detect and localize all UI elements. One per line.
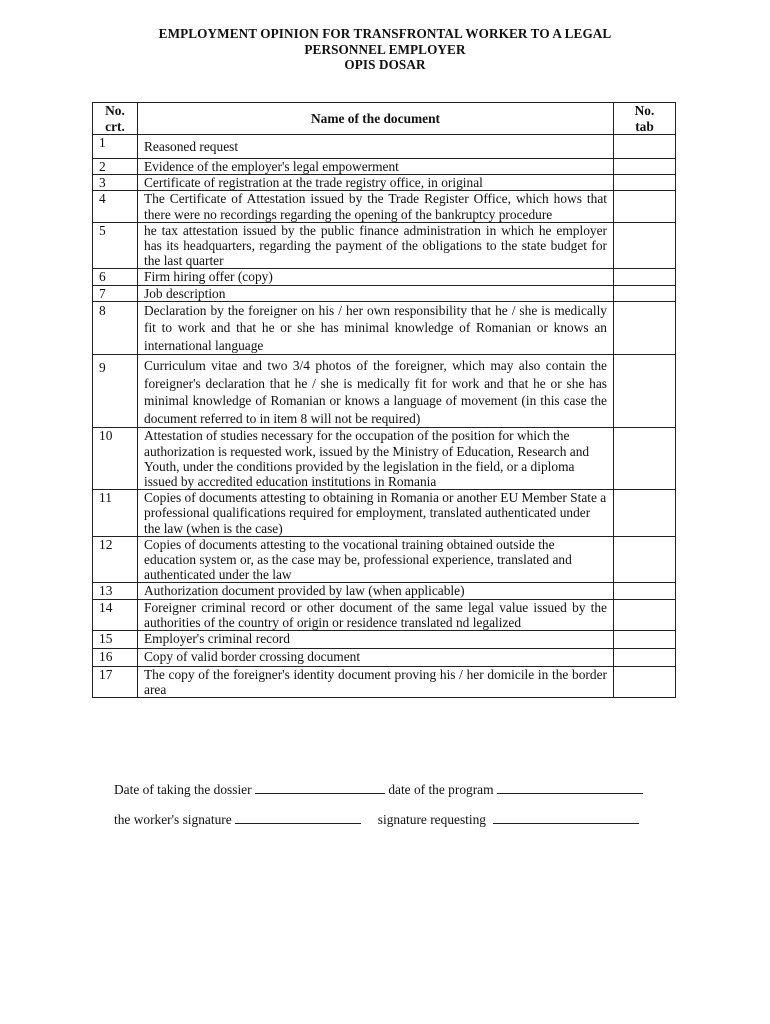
row-number: 9 — [93, 355, 138, 428]
tab-number-cell — [614, 301, 676, 355]
table-row — [93, 666, 676, 697]
tab-number-cell — [614, 599, 676, 630]
row-number: 2 — [93, 159, 138, 175]
table-row — [93, 648, 676, 666]
table-header-row — [93, 103, 676, 135]
signature-requesting-blank[interactable] — [493, 812, 639, 824]
row-number: 1 — [93, 135, 138, 159]
header-no-tab: No. tab — [614, 103, 676, 135]
tab-number-cell — [614, 630, 676, 648]
row-number: 5 — [93, 222, 138, 269]
document-name: Firm hiring offer (copy) — [138, 269, 614, 285]
document-name: Copies of documents attesting to obtaining in Romania or another EU Member State a professional qualifications required for employment, translated authenticated under the law (when is the case) — [138, 490, 614, 537]
document-name: The copy of the foreigner's identity document proving his / her domicile in the border area — [138, 666, 614, 697]
table-row — [93, 222, 676, 269]
tab-number-cell — [614, 175, 676, 191]
tab-number-cell — [614, 159, 676, 175]
row-number: 17 — [93, 666, 138, 697]
document-name: Employer's criminal record — [138, 630, 614, 648]
tab-number-cell — [614, 355, 676, 428]
table-row — [93, 135, 676, 159]
tab-number-cell — [614, 666, 676, 697]
tab-number-cell — [614, 191, 676, 222]
table-row — [93, 301, 676, 355]
title-line-2: PERSONNEL EMPLOYER — [304, 41, 466, 57]
tab-number-cell — [614, 648, 676, 666]
signature-requesting-label: signature requesting — [377, 812, 487, 827]
document-name: he tax attestation issued by the public finance administration in which he employer has its headquarters, regarding the payment of the obligations to the state budget for the last quarter — [138, 222, 614, 269]
row-number: 3 — [93, 175, 138, 191]
table-row — [93, 599, 676, 630]
table-row — [93, 285, 676, 301]
table-row — [93, 630, 676, 648]
document-name: The Certificate of Attestation issued by the Trade Register Office, which hows that there were no recordings regarding the opening of the bankruptcy procedure — [138, 191, 614, 222]
document-name: Reasoned request — [138, 135, 614, 159]
worker-signature-blank[interactable] — [235, 812, 361, 824]
tab-number-cell — [614, 583, 676, 599]
header-document-name: Name of the document — [138, 103, 614, 135]
date-taking-label: Date of taking the dossier — [114, 782, 252, 797]
dossier-date-line — [114, 782, 643, 798]
date-program-label: date of the program — [388, 782, 494, 797]
tab-number-cell — [614, 269, 676, 285]
date-taking-blank[interactable] — [255, 782, 385, 794]
title-line-1: EMPLOYMENT OPINION FOR TRANSFRONTAL WORKER TO A LEGAL — [158, 26, 612, 41]
table-row — [93, 175, 676, 191]
row-number: 16 — [93, 648, 138, 666]
tab-number-cell — [614, 285, 676, 301]
row-number: 4 — [93, 191, 138, 222]
table-row — [93, 159, 676, 175]
tab-number-cell — [614, 428, 676, 490]
document-name: Attestation of studies necessary for the occupation of the position for which the authorization is requested work, issued by the Ministry of Education, Research and Youth, under the conditions provided by the legislation in the field, or a diploma issued by accredited education institutions in Romania — [138, 428, 614, 490]
title-line-3: OPIS DOSAR — [344, 57, 426, 72]
row-number: 14 — [93, 599, 138, 630]
tab-number-cell — [614, 222, 676, 269]
tab-number-cell — [614, 536, 676, 583]
row-number: 8 — [93, 301, 138, 355]
date-program-blank[interactable] — [497, 782, 643, 794]
worker-signature-label: the worker's signature — [114, 812, 232, 827]
document-name: Certificate of registration at the trade registry office, in original — [138, 175, 614, 191]
document-name: Foreigner criminal record or other document of the same legal value issued by the authorities of the country of origin or residence translated nd legalized — [138, 599, 614, 630]
row-number: 7 — [93, 285, 138, 301]
row-number: 11 — [93, 490, 138, 537]
table-row — [93, 583, 676, 599]
document-name: Copies of documents attesting to the vocational training obtained outside the education system or, as the case may be, professional experience, translated and authenticated under the law — [138, 536, 614, 583]
document-name: Copy of valid border crossing document — [138, 648, 614, 666]
header-no-crt: No. crt. — [93, 103, 138, 135]
table-row — [93, 490, 676, 537]
row-number: 12 — [93, 536, 138, 583]
document-name: Job description — [138, 285, 614, 301]
document-name: Declaration by the foreigner on his / her own responsibility that he / she is medically fit to work and that he or she has minimal knowledge of Romanian or knows an international language — [138, 301, 614, 355]
table-row — [93, 428, 676, 490]
document-name: Evidence of the employer's legal empowerment — [138, 159, 614, 175]
row-number: 6 — [93, 269, 138, 285]
table-row — [93, 269, 676, 285]
row-number: 13 — [93, 583, 138, 599]
documents-table — [92, 102, 676, 698]
tab-number-cell — [614, 135, 676, 159]
tab-number-cell — [614, 490, 676, 537]
table-row — [93, 536, 676, 583]
table-row — [93, 191, 676, 222]
row-number: 15 — [93, 630, 138, 648]
table-row — [93, 355, 676, 428]
document-title — [0, 26, 770, 73]
signature-line — [114, 812, 639, 828]
document-name: Curriculum vitae and two 3/4 photos of the foreigner, which may also contain the foreigner's declaration that he / she is medically fit for work and that he or she has minimal knowledge of Romanian or knows a language of movement (in this case the document referred to in item 8 will not be required) — [138, 355, 614, 428]
row-number: 10 — [93, 428, 138, 490]
document-name: Authorization document provided by law (when applicable) — [138, 583, 614, 599]
